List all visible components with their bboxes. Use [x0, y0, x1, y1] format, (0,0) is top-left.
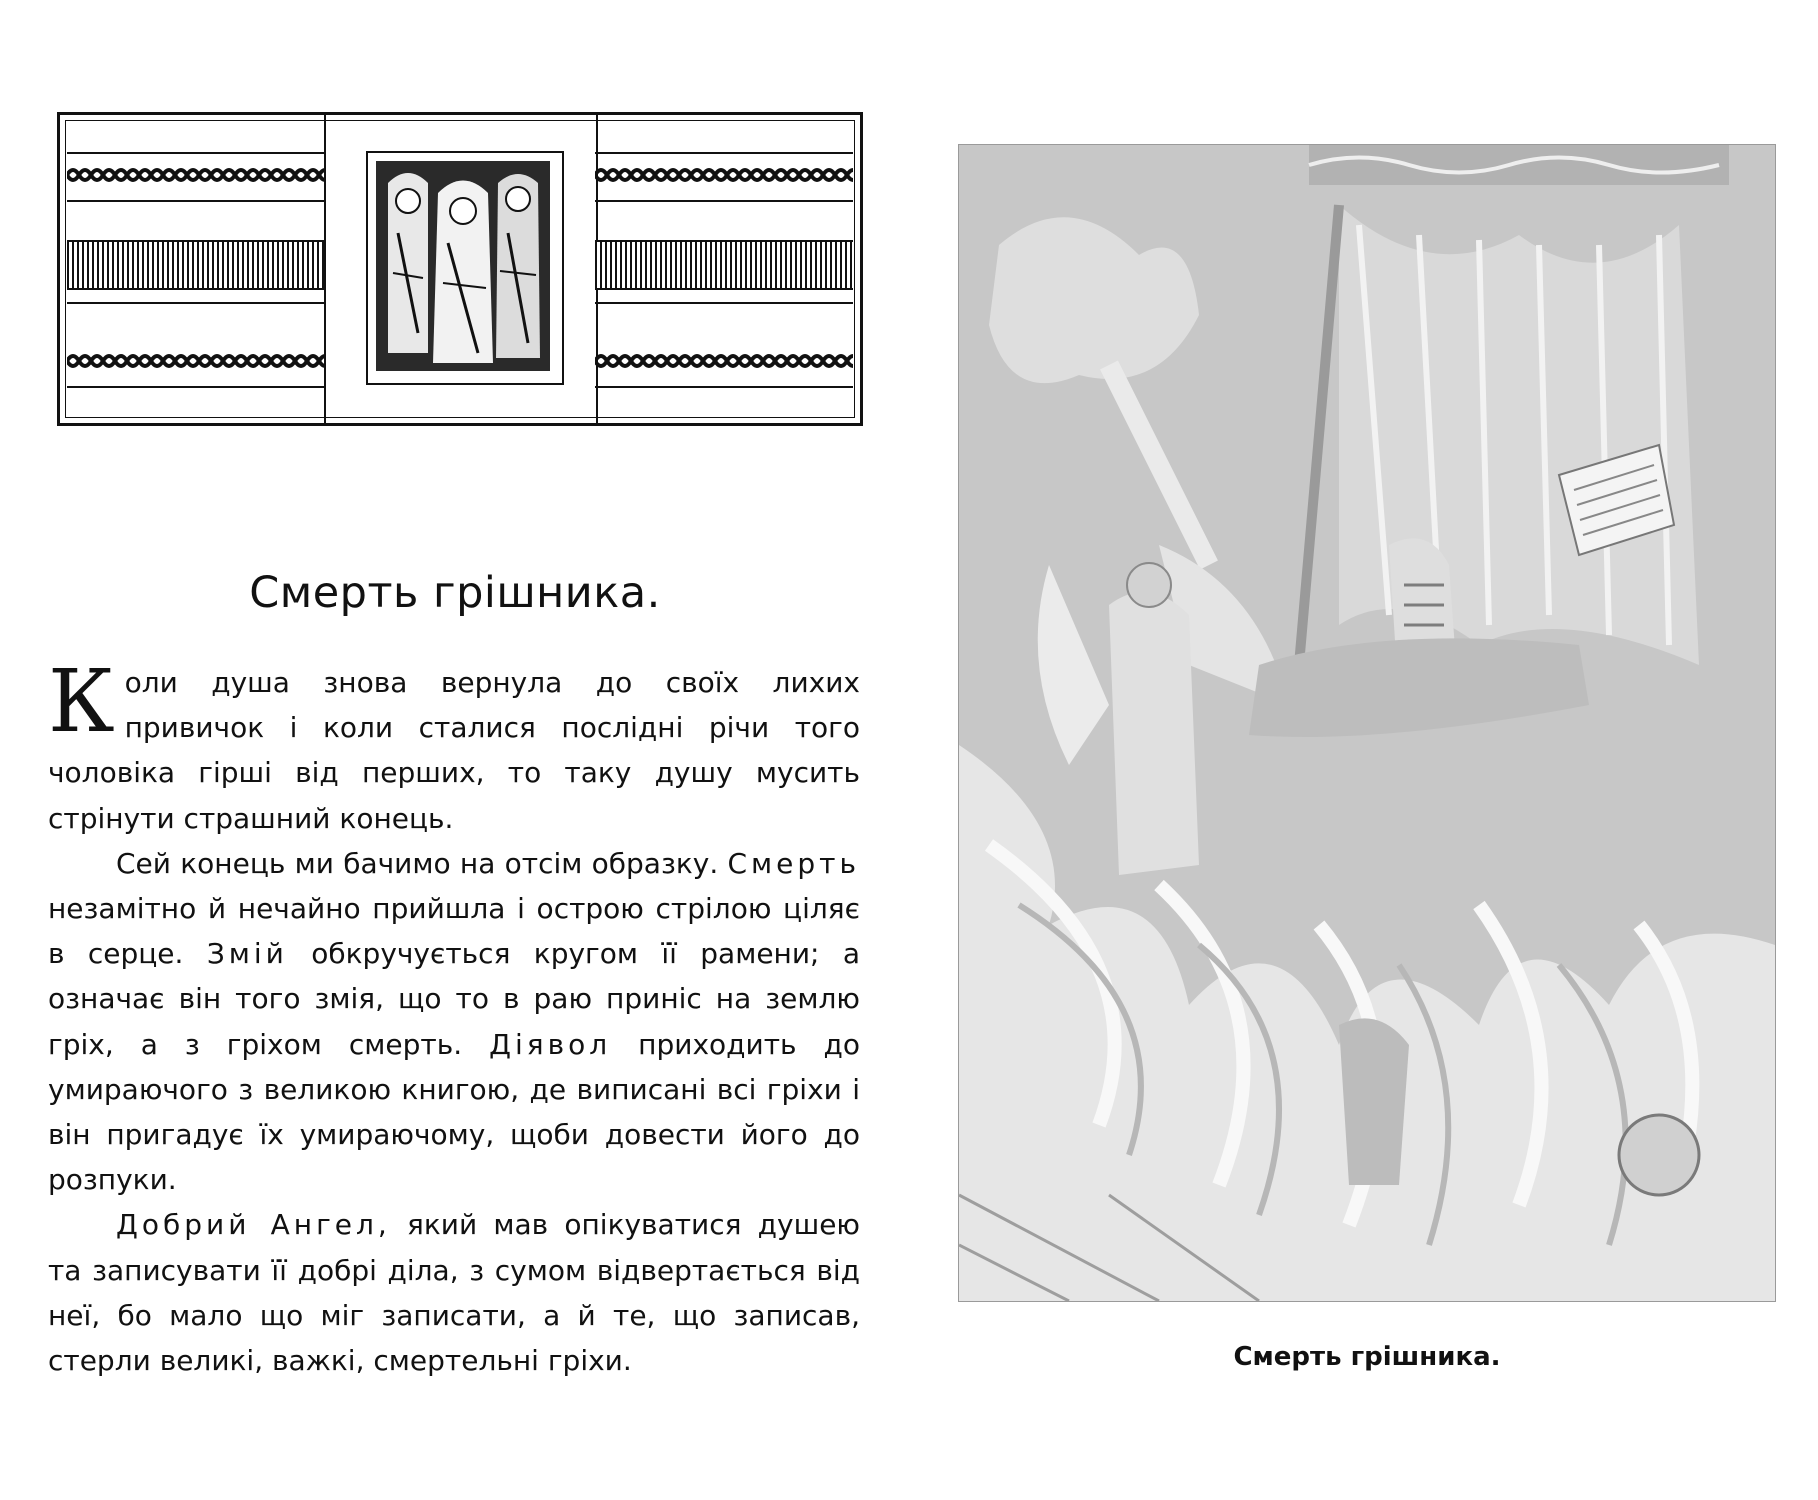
p2-sentence-1: Сей конець ми бачимо на отсім образку.: [116, 846, 719, 880]
wave-pattern-bottom-left: [67, 348, 325, 374]
p2-sentence-2: незамітно й нечайно прийшла і острою стрілою ціляє в серце.: [48, 892, 860, 971]
paragraph-3: [48, 1202, 860, 1383]
p2-spaced-word-serpent: Змій: [206, 937, 288, 971]
article-body: [48, 652, 861, 1383]
wave-pattern-top-left: [67, 162, 325, 188]
p2-spaced-word-death: Смерть: [727, 846, 860, 880]
vignette-engraving: [366, 151, 564, 385]
plate-engraving: [959, 145, 1775, 1301]
paragraph-2: [48, 841, 860, 1203]
p3-spaced-good-angel: Добрий Ангел,: [116, 1208, 391, 1242]
wave-pattern-bottom-right: [595, 348, 853, 374]
ornament-band-right: [595, 122, 853, 416]
paragraph-1: [48, 652, 860, 841]
p3-text: який мав опікуватися душею та записувати її добрі діла, з сумом відвертається від неї, бо мало що міг записати, а й те, що записав, стерли великі, важкі, смертельні гріхи.: [48, 1208, 860, 1378]
paragraph-1-text: оли душа знова вернула до своїх лихих привичок і коли сталися послідні річи того чоловіка гірші від перших, то таку душу мусить стрінути страшний конець.: [48, 666, 860, 835]
stripe-band-left: [67, 240, 325, 290]
stripe-band-right: [595, 240, 853, 290]
plate-caption: Смерть грішника.: [1233, 1342, 1501, 1372]
p2-sentence-3: обкручується кругом її рамени; а означає він того змія, що то в раю приніс на землю гріх, а з гріхом смерть.: [48, 937, 860, 1061]
p2-spaced-word-devil: Діявол: [489, 1027, 612, 1061]
drop-cap: К: [48, 652, 115, 752]
ornament-band-left: [67, 122, 325, 416]
plate-illustration: [958, 144, 1776, 1302]
p2-sentence-4: приходить до умираючого з великою книгою, де виписані всі гріхи і він пригадує їх умираючому, щоби довести його до розпуки.: [48, 1027, 861, 1197]
page-title: Смерть грішника.: [249, 568, 661, 618]
headpiece-ornament: [57, 112, 863, 426]
wave-pattern-top-right: [595, 162, 853, 188]
